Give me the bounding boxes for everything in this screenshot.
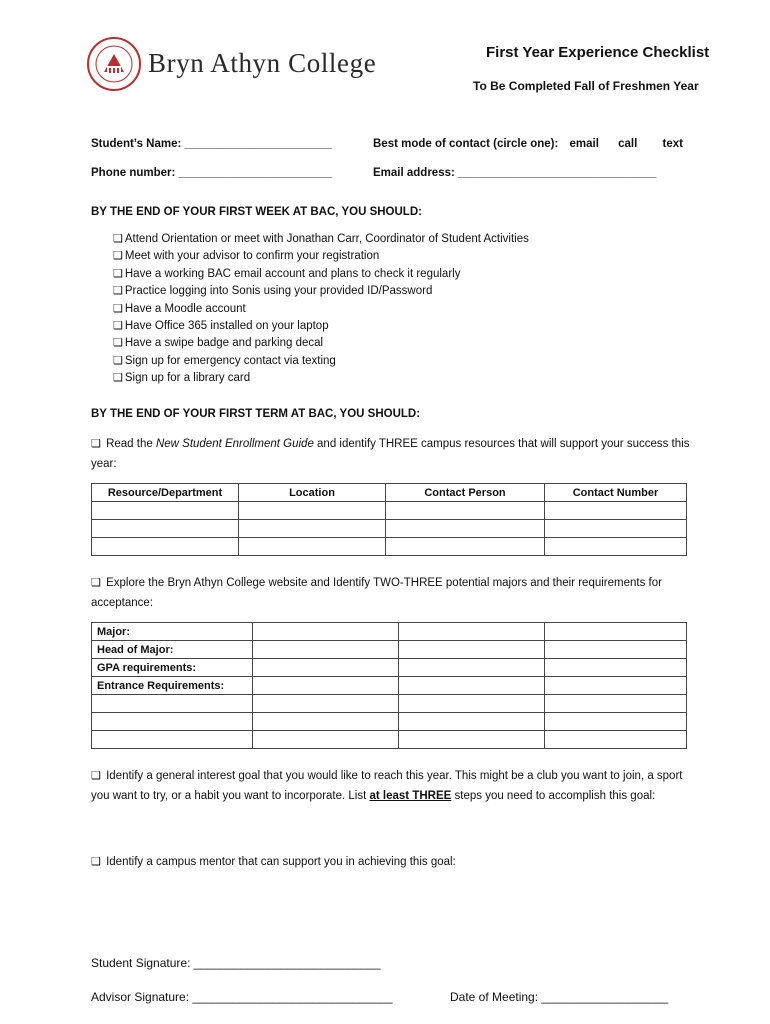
resources-text-2: and identify THREE campus resources that will support your success this year: [91, 438, 690, 470]
student-signature-line[interactable]: Student Signature: ____________________________ [91, 956, 381, 970]
checklist-item-label: Sign up for emergency contact via texting [124, 354, 336, 367]
majors-text: Explore the Bryn Athyn College website and Identify TWO-THREE potential majors and their requirements for acceptance: [91, 577, 662, 609]
first-week-heading: BY THE END OF YOUR FIRST WEEK AT BAC, YOU SHOULD: [91, 206, 422, 218]
checklist-item[interactable] [113, 267, 460, 280]
table-cell[interactable] [545, 659, 687, 677]
table-cell[interactable] [399, 695, 545, 713]
checkbox-icon[interactable]: ❑ [113, 337, 123, 350]
phone-number-field[interactable]: Phone number: ________________________ [91, 167, 333, 179]
college-name: Bryn Athyn College [148, 48, 377, 78]
table-cell[interactable] [92, 538, 239, 556]
table-cell[interactable] [399, 623, 545, 641]
table-row [92, 623, 687, 641]
table-cell[interactable] [239, 502, 386, 520]
row-label: Head of Major: [92, 641, 253, 659]
checklist-item[interactable] [113, 284, 432, 297]
table-cell[interactable] [386, 520, 545, 538]
table-cell[interactable] [92, 502, 239, 520]
checkbox-icon[interactable]: ❑ [113, 302, 123, 315]
checkbox-icon[interactable]: ❑ [113, 320, 123, 332]
mentor-task [91, 852, 691, 872]
table-cell[interactable] [253, 713, 399, 731]
table-cell[interactable] [253, 695, 399, 713]
table-cell[interactable] [92, 520, 239, 538]
mode-call[interactable]: call [618, 138, 638, 150]
resources-task [91, 434, 691, 474]
checklist-item-label: Have Office 365 installed on your laptop [124, 320, 329, 332]
resources-table [91, 483, 687, 556]
checkbox-icon[interactable]: ❑ [113, 354, 123, 367]
checklist-item-label: Have a swipe badge and parking decal [124, 337, 324, 350]
table-cell[interactable] [399, 677, 545, 695]
checklist-item-label: Sign up for a library card [124, 372, 251, 385]
column-header: Contact Number [545, 484, 687, 502]
row-label [92, 695, 253, 713]
table-cell[interactable] [545, 677, 687, 695]
best-mode-label [373, 138, 683, 150]
table-cell[interactable] [239, 538, 386, 556]
goal-task [91, 766, 691, 806]
table-cell[interactable] [253, 731, 399, 749]
table-row [92, 695, 687, 713]
checkbox-icon[interactable]: ❑ [113, 372, 123, 385]
table-cell[interactable] [253, 677, 399, 695]
college-seal-icon [86, 36, 142, 92]
table-cell[interactable] [253, 641, 399, 659]
table-row [92, 502, 687, 520]
table-cell[interactable] [399, 659, 545, 677]
mode-text[interactable]: text [662, 138, 683, 150]
checkbox-icon[interactable]: ❑ [113, 250, 123, 263]
checkbox-icon[interactable]: ❑ [113, 233, 123, 245]
checkbox-icon[interactable]: ❑ [91, 577, 101, 589]
table-cell[interactable] [545, 502, 687, 520]
table-cell[interactable] [545, 641, 687, 659]
checklist-item[interactable] [113, 232, 529, 245]
checkbox-icon[interactable]: ❑ [113, 285, 123, 298]
table-cell[interactable] [545, 713, 687, 731]
column-header: Contact Person [386, 484, 545, 502]
row-label [92, 731, 253, 749]
table-cell[interactable] [386, 538, 545, 556]
row-label: Major: [92, 623, 253, 641]
checkbox-icon[interactable]: ❑ [113, 267, 123, 280]
mode-email[interactable]: email [569, 138, 599, 150]
checklist-item-label: Attend Orientation or meet with Jonathan Carr, Coordinator of Student Activities [124, 233, 529, 245]
page-title: First Year Experience Checklist [486, 44, 710, 61]
table-row [92, 659, 687, 677]
table-cell[interactable] [545, 623, 687, 641]
checklist-item[interactable] [113, 302, 246, 315]
column-header: Resource/Department [92, 484, 239, 502]
date-of-meeting-line[interactable]: Date of Meeting: ___________________ [450, 990, 669, 1004]
checklist-item[interactable] [113, 336, 323, 349]
table-row [92, 713, 687, 731]
table-cell[interactable] [545, 695, 687, 713]
table-cell[interactable] [545, 520, 687, 538]
row-label [92, 713, 253, 731]
checklist-item-label: Meet with your advisor to confirm your registration [124, 250, 380, 263]
advisor-signature-line[interactable]: Advisor Signature: ______________________________ [91, 990, 393, 1004]
mentor-text: Identify a campus mentor that can support you in achieving this goal: [106, 856, 456, 868]
table-cell[interactable] [545, 731, 687, 749]
table-row [92, 520, 687, 538]
table-cell[interactable] [253, 623, 399, 641]
table-row [92, 731, 687, 749]
page-subtitle: To Be Completed Fall of Freshmen Year [473, 79, 699, 93]
row-label: Entrance Requirements: [92, 677, 253, 695]
enrollment-guide-title: New Student Enrollment Guide [155, 438, 314, 450]
student-name-field[interactable]: Student’s Name: _______________________ [91, 138, 332, 150]
checkbox-icon[interactable]: ❑ [91, 438, 101, 450]
checklist-item-label: Have a Moodle account [124, 302, 246, 315]
goal-text-2: steps you need to accomplish this goal: [451, 790, 656, 802]
table-header-row [92, 484, 687, 502]
first-term-heading: BY THE END OF YOUR FIRST TERM AT BAC, YOU SHOULD: [91, 408, 421, 420]
table-cell[interactable] [253, 659, 399, 677]
table-row [92, 641, 687, 659]
best-mode-text: Best mode of contact (circle one): [373, 138, 559, 150]
checklist-item[interactable] [113, 319, 329, 332]
resources-text-1: Read the [106, 438, 156, 450]
checklist-item[interactable] [113, 354, 336, 367]
checklist-item-label: Practice logging into Sonis using your provided ID/Password [124, 285, 433, 298]
table-cell[interactable] [399, 641, 545, 659]
column-header: Location [239, 484, 386, 502]
table-row [92, 538, 687, 556]
table-cell[interactable] [399, 713, 545, 731]
college-logo [86, 36, 416, 92]
checklist-item[interactable] [113, 249, 379, 262]
checkbox-icon[interactable]: ❑ [91, 770, 101, 782]
table-cell[interactable] [386, 502, 545, 520]
row-label: GPA requirements: [92, 659, 253, 677]
checkbox-icon[interactable]: ❑ [91, 856, 101, 868]
checklist-item[interactable] [113, 371, 250, 384]
email-address-field[interactable]: Email address: _______________________________ [373, 167, 657, 179]
table-cell[interactable] [239, 520, 386, 538]
table-row [92, 677, 687, 695]
table-cell[interactable] [545, 538, 687, 556]
checklist-item-label: Have a working BAC email account and plans to check it regularly [124, 267, 461, 280]
goal-text-1: Identify a general interest goal that you would like to reach this year. This might be a club you want to join, a sport you want to try, or a habit you want to incorporate. List [91, 770, 683, 802]
majors-table [91, 622, 687, 749]
table-cell[interactable] [399, 731, 545, 749]
majors-task [91, 573, 691, 613]
goal-emphasis: at least THREE [369, 790, 452, 802]
